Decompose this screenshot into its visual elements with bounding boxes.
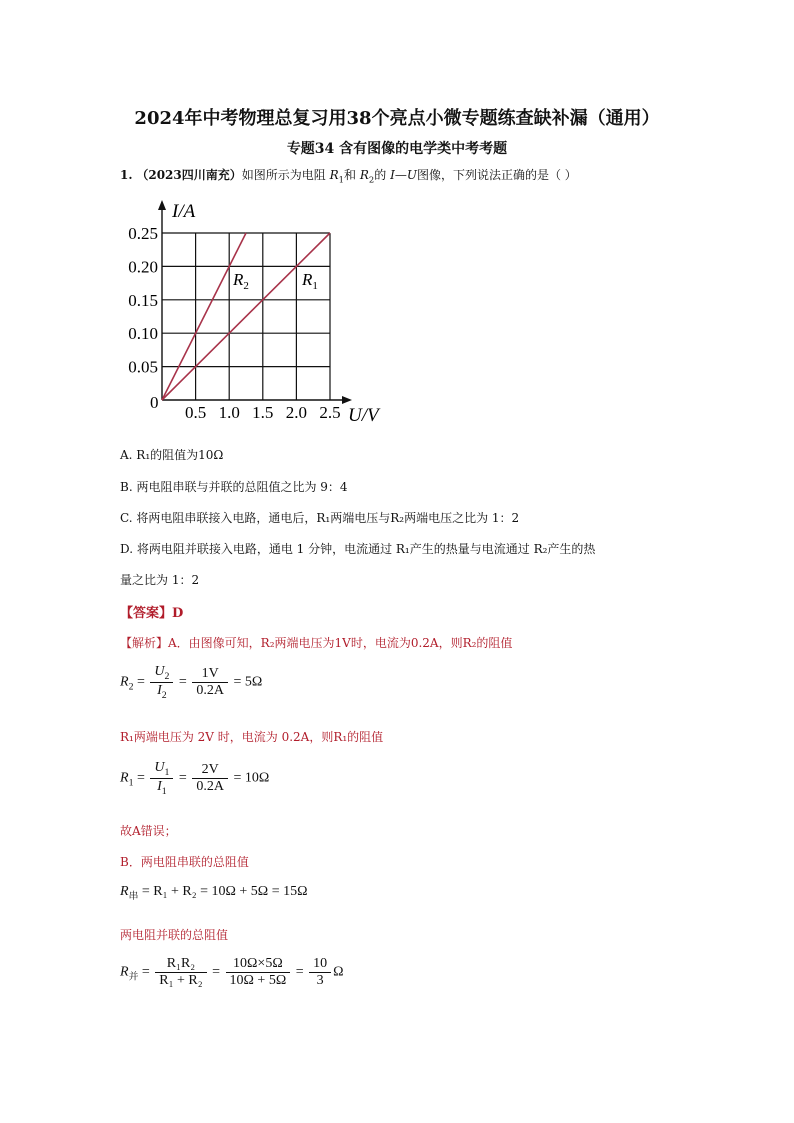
question-text-b: 的 (374, 168, 387, 182)
y-axis-label: I/A (172, 201, 196, 222)
chart-axes (158, 200, 352, 404)
y-tick-label: 0.10 (128, 324, 158, 344)
option-c: C. 将两电阻串联接入电路，通电后，R₁两端电压与R₂两端电压之比为 1：2 (120, 511, 520, 525)
r1-symbol: R (329, 168, 339, 182)
page-title: 2024年中考物理总复习用38个亮点小微专题练查缺补漏（通用） (134, 108, 660, 129)
origin-label: 0 (150, 393, 159, 412)
r2-symbol: R (359, 168, 369, 182)
question-stem (120, 166, 577, 184)
formula-r1: $R_1$ = $\frac{U_1}{I_1}$ = $\frac{2V}{0.2A}$ = 10Ω (120, 760, 270, 797)
section-subtitle: 专题34 含有图像的电学类中考考题 (286, 141, 508, 157)
question-number: 1. (120, 168, 133, 182)
y-tick-label: 0.05 (128, 357, 158, 377)
option-d-line1: D. 将两电阻并联接入电路，通电 1 分钟，电流通过 R₁产生的热量与电流通过 R₂产生的热 (120, 542, 596, 556)
question-source: （2023四川南充） (136, 168, 242, 182)
explanation-parallel-intro: 两电阻并联的总阻值 (120, 928, 229, 942)
explanation-a-intro: 【解析】A．由图像可知，R₂两端电压为1V时，电流为0.2A，则R₂的阻值 (120, 636, 513, 650)
series-line-r2 (162, 233, 246, 400)
r1-sub: 1 (338, 174, 344, 185)
y-tick-label: 0.25 (128, 224, 158, 243)
explanation-b-intro: B．两电阻串联的总阻值 (120, 855, 249, 869)
iu-symbol: I—U (390, 168, 417, 182)
option-b: B. 两电阻串联与并联的总阻值之比为 9：4 (120, 480, 348, 494)
x-tick-label: 1.5 (252, 403, 274, 422)
y-axis-arrow (158, 200, 166, 210)
x-tick-label: 2.5 (319, 403, 341, 422)
y-tick-label: 0.15 (128, 290, 158, 310)
x-tick-label: 0.5 (184, 403, 207, 422)
x-axis-arrow (342, 396, 352, 404)
explanation-a-conclusion: 故A错误； (120, 824, 177, 838)
option-a: A. R₁的阻值为10Ω (120, 448, 224, 462)
chart-series (162, 233, 330, 400)
iu-chart (110, 195, 400, 435)
y-tick-label: 0.20 (128, 257, 158, 277)
explanation-r1-intro: R₁两端电压为 2V 时，电流为 0.2A，则R₁的阻值 (120, 730, 384, 744)
formula-series: $R_串 = R_1 + R_2 = 10\Omega + 5\Omega = 15\Omega$ (120, 884, 308, 902)
formula-parallel: $R_并$ = $\frac{\text{R₁R₂}}{\text{R₁ + R₂}}$ = $\frac{10\Omega\times 5\Omega}{10\Omega + 5\Omega}$ = $\frac{10}{3}$ Ω (120, 956, 344, 988)
option-d-line2: 量之比为 1：2 (120, 573, 200, 587)
series-line-r1 (162, 233, 330, 400)
r2-sub: 2 (368, 174, 375, 185)
x-tick-label: 1.0 (218, 403, 240, 422)
series-label-r1: $R_1$ (302, 270, 318, 292)
formula-r2: $R_2$ = $\frac{U_2}{I_2}$ = $\frac{1V}{0.2A}$ = 5Ω (120, 664, 263, 701)
answer: 【答案】D (120, 606, 184, 621)
question-text-a: 如图所示为电阻 (241, 168, 326, 182)
series-label-r2: $R_2$ (233, 270, 249, 292)
x-tick-label: 2.0 (285, 403, 308, 422)
question-text-c: 图像，下列说法正确的是（ ） (416, 168, 577, 182)
question-and: 和 (344, 168, 357, 182)
x-axis-label: U/V (348, 405, 379, 426)
